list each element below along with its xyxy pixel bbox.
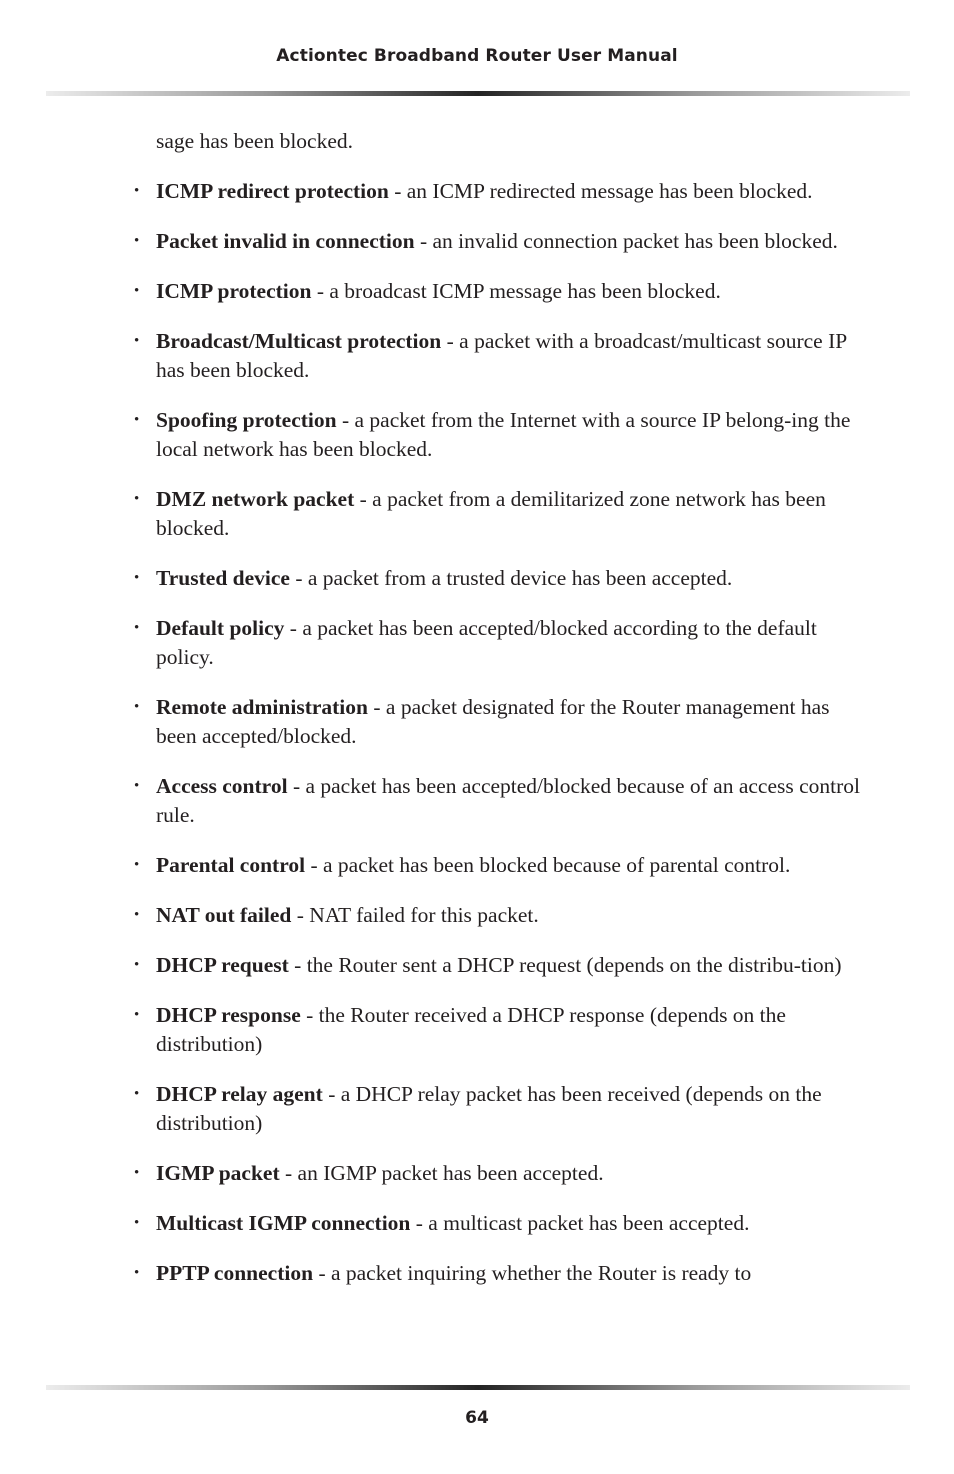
list-item [156,327,866,385]
page-header: Actiontec Broadband Router User Manual [276,46,678,66]
item-desc: - a packet from the Internet with a source IP belong-ing the local network has been blocked. [156,408,851,461]
list-item [156,564,866,593]
header-rule [46,91,910,96]
footer-rule [46,1385,910,1390]
item-desc: - a packet has been blocked because of parental control. [305,853,791,877]
item-term: Spoofing protection [156,408,337,432]
item-term: Multicast IGMP connection [156,1211,411,1235]
list-item [156,1001,866,1059]
item-desc: - the Router received a DHCP response (depends on the distribution) [156,1003,786,1056]
page-content [156,127,866,1309]
item-desc: - an invalid connection packet has been blocked. [414,229,838,253]
item-desc: - a packet has been accepted/blocked according to the default policy. [156,616,817,669]
item-desc: - the Router sent a DHCP request (depends on the distribu-tion) [288,953,842,977]
item-desc: - a packet designated for the Router management has been accepted/blocked. [156,695,830,748]
event-list [156,177,866,1288]
item-term: ICMP redirect protection [156,179,389,203]
item-desc: - a DHCP relay packet has been received (depends on the distribution) [156,1082,822,1135]
item-term: DHCP response [156,1003,301,1027]
item-term: PPTP connection [156,1261,314,1285]
item-term: ICMP protection [156,279,312,303]
list-item [156,1259,866,1288]
item-term: DMZ network packet [156,487,355,511]
item-term: Trusted device [156,566,290,590]
item-desc: - a packet has been accepted/blocked because of an access control rule. [156,774,860,827]
item-term: Access control [156,774,288,798]
item-desc: - a broadcast ICMP message has been blocked. [311,279,721,303]
item-desc: - a packet inquiring whether the Router is ready to [313,1261,752,1285]
list-item [156,1080,866,1138]
list-item [156,277,866,306]
item-term: Parental control [156,853,306,877]
list-item [156,772,866,830]
item-desc: - a multicast packet has been accepted. [410,1211,750,1235]
list-item [156,901,866,930]
list-item [156,693,866,751]
item-desc: - a packet from a demilitarized zone network has been blocked. [156,487,826,540]
item-term: IGMP packet [156,1161,280,1185]
item-term: NAT out failed [156,903,292,927]
list-item [156,851,866,880]
item-desc: - a packet from a trusted device has been accepted. [289,566,733,590]
list-item [156,406,866,464]
item-term: Packet invalid in connection [156,229,415,253]
item-term: DHCP relay agent [156,1082,323,1106]
list-item [156,614,866,672]
list-item [156,227,866,256]
continuation-text: sage has been blocked. [156,129,354,153]
list-item [156,1159,866,1188]
list-item [156,485,866,543]
list-item [156,951,866,980]
item-desc: - NAT failed for this packet. [291,903,539,927]
list-item [156,177,866,206]
item-desc: - a packet with a broadcast/multicast source IP has been blocked. [156,329,847,382]
page-number: 64 [465,1408,489,1428]
item-term: Default policy [156,616,285,640]
item-term: Remote administration [156,695,368,719]
item-desc: - an ICMP redirected message has been blocked. [388,179,813,203]
item-desc: - an IGMP packet has been accepted. [279,1161,604,1185]
item-term: DHCP request [156,953,289,977]
item-term: Broadcast/Multicast protection [156,329,442,353]
list-item [156,1209,866,1238]
